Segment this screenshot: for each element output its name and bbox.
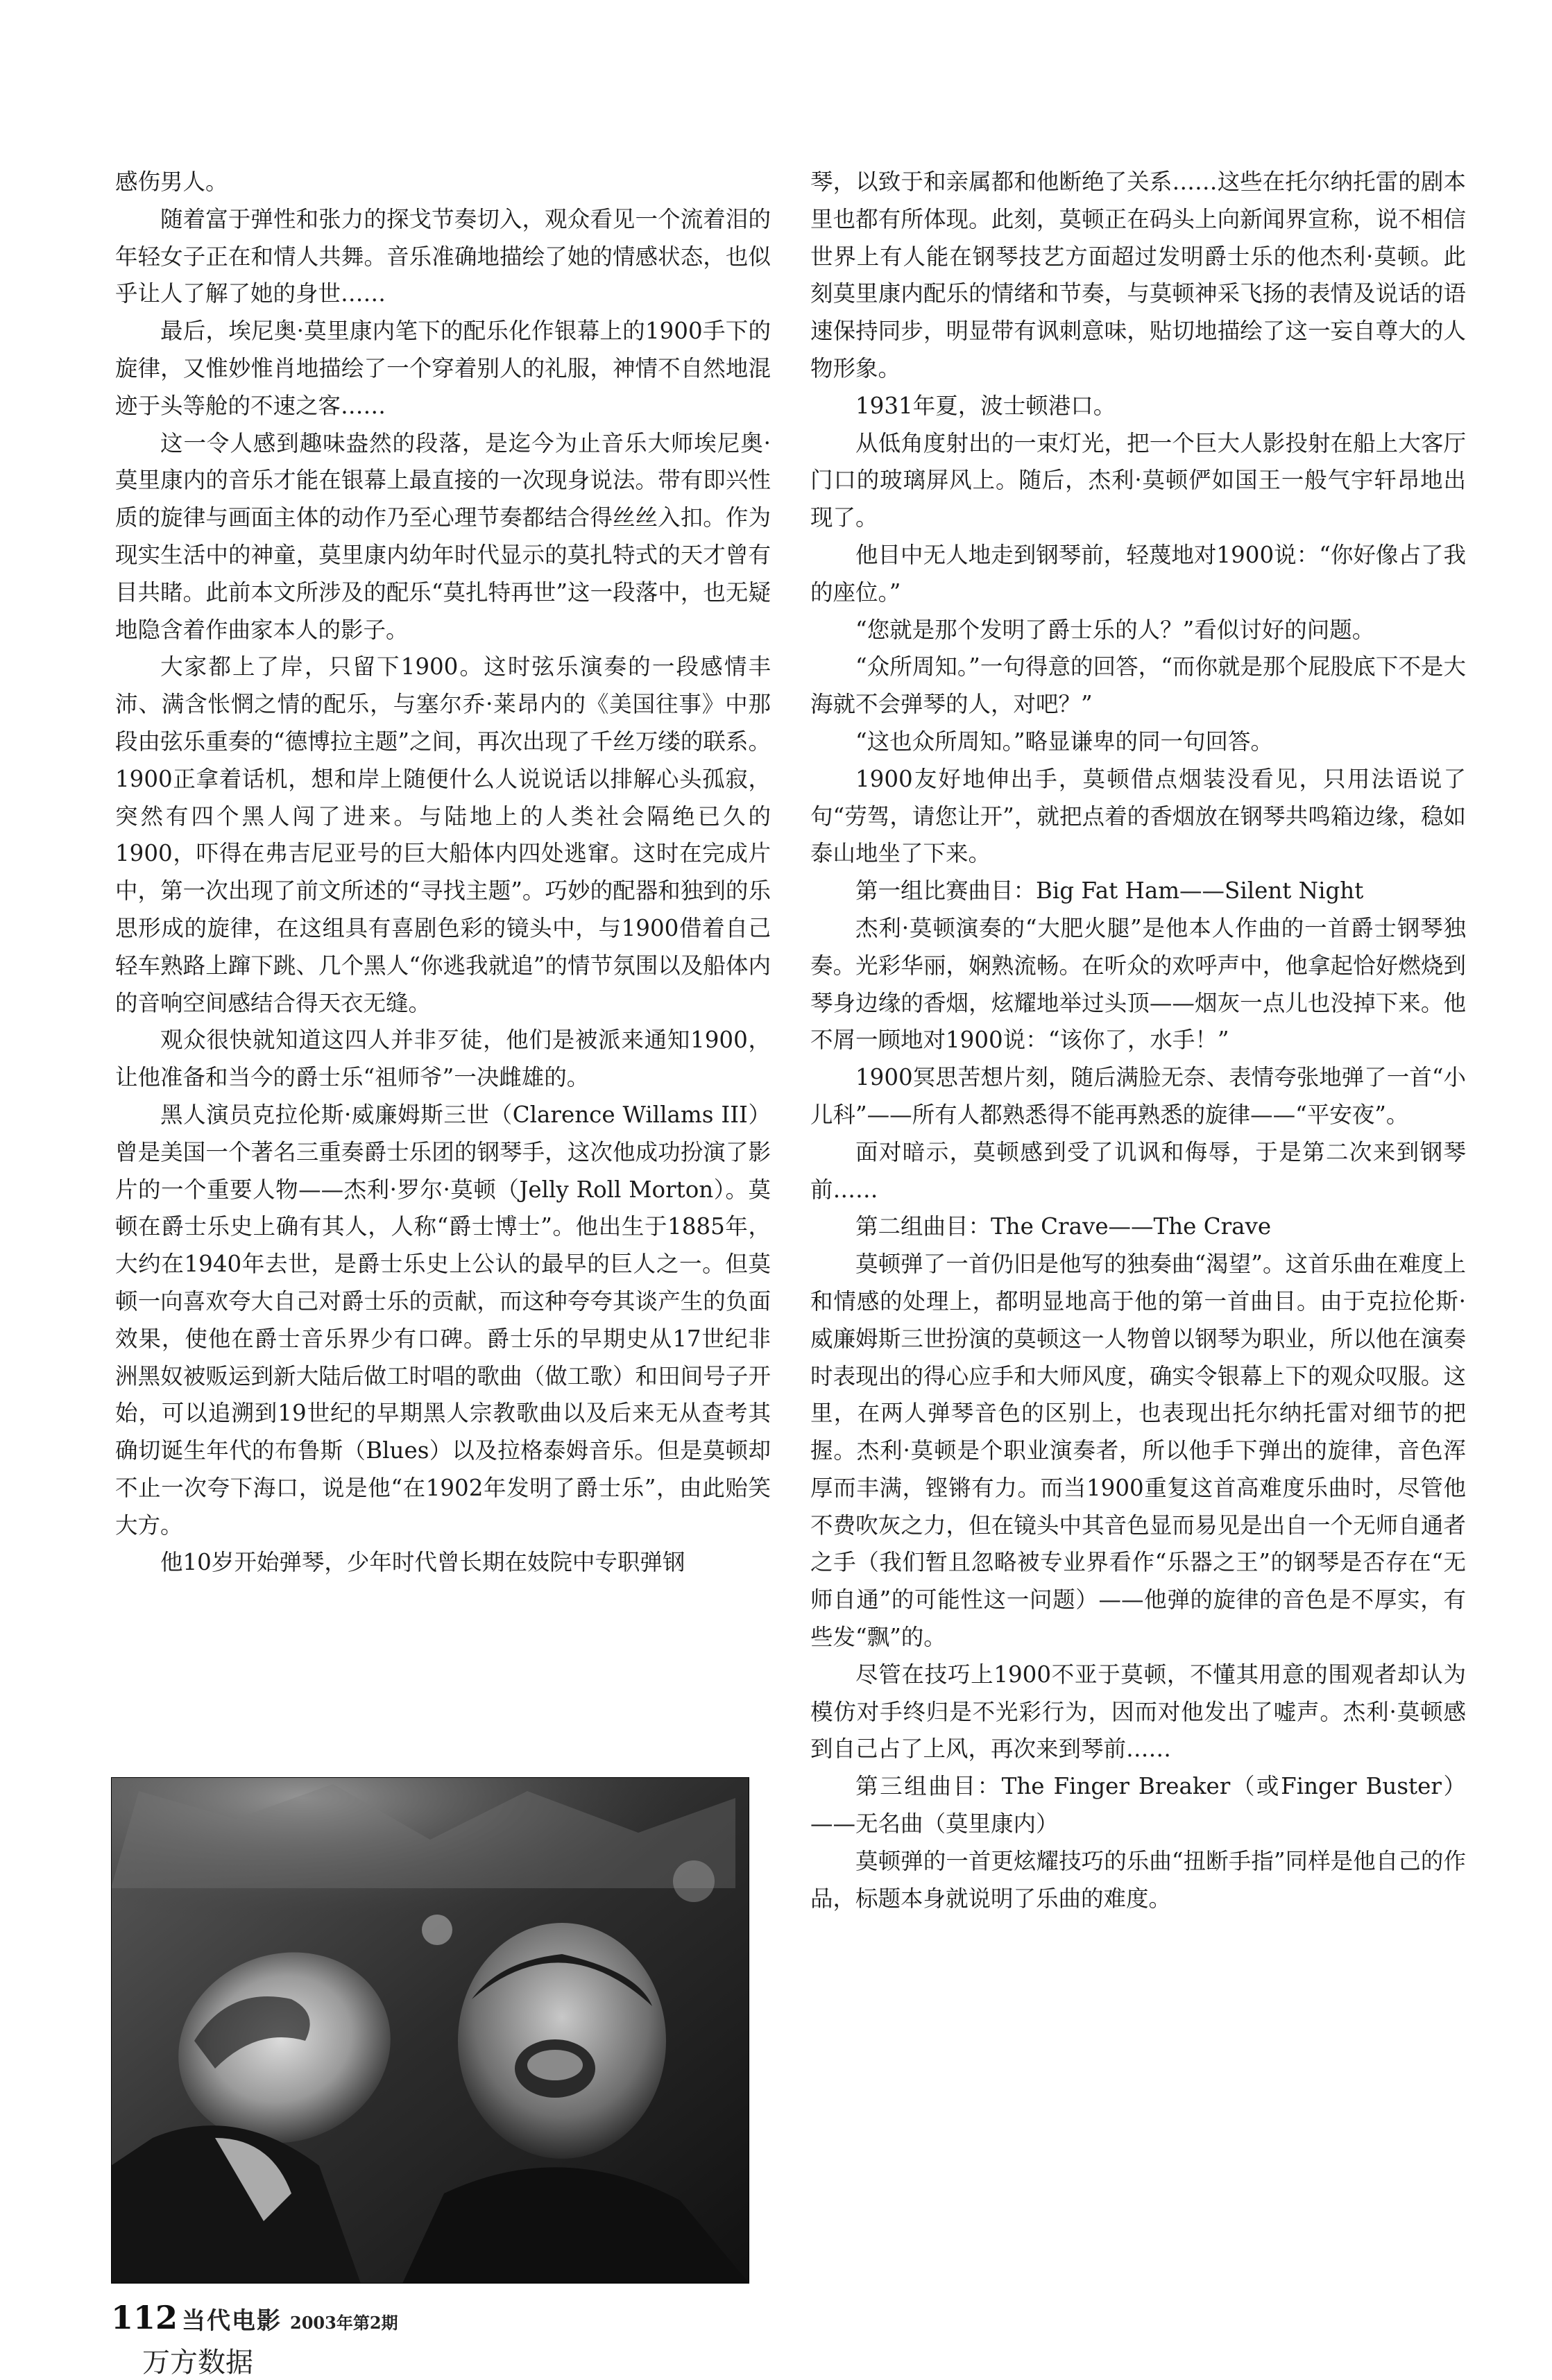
paragraph: “您就是那个发明了爵士乐的人？”看似讨好的问题。	[855, 616, 1375, 643]
paragraph: 1900友好地伸出手，莫顿借点烟装没看见，只用法语说了句“劳驾，请您让开”，就把点着的香烟放在钢琴共鸣箱边缘，稳如泰山地坐了下来。	[810, 765, 1466, 867]
paragraph: 第一组比赛曲目：Big Fat Ham——Silent Night	[855, 877, 1364, 905]
paragraph: 大家都上了岸，只留下1900。这时弦乐演奏的一段感情丰沛、满含怅惘之情的配乐，与塞尔乔·莱昂内的《美国往事》中那段由弦乐重奏的“德博拉主题”之间，再次出现了千丝万缕的联系。1900正拿着话机，想和岸上随便什么人说说话以排解心头孤寂，突然有四个黑人闯了进来。与陆地上的人类社会隔绝已久的1900，吓得在弗吉尼亚号的巨大船体内四处逃窜。这时在完成片中，第一次出现了前文所述的“寻找主题”。巧妙的配器和独到的乐思形成的旋律，在这组具有喜剧色彩的镜头中，与1900借着自己轻车熟路上蹿下跳、几个黑人“你逃我就追”的情节氛围以及船体内的音响空间感结合得天衣无缝。	[115, 653, 771, 1016]
paragraph: 第三组曲目：The Finger Breaker（或Finger Buster）——无名曲（莫里康内）	[810, 1773, 1466, 1838]
paragraph: 杰利·莫顿演奏的“大肥火腿”是他本人作曲的一首爵士钢琴独奏。光彩华丽，娴熟流畅。在听众的欢呼声中，他拿起恰好燃烧到琴身边缘的香烟，炫耀地举过头顶——烟灰一点儿也没掉下来。他不屑一顾地对1900说：“该你了，水手！”	[810, 914, 1466, 1054]
paragraph: 琴，以致于和亲属都和他断绝了关系……这些在托尔纳托雷的剧本里也都有所体现。此刻，莫顿正在码头上向新闻界宣称，说不相信世界上有人能在钢琴技艺方面超过发明爵士乐的他杰利·莫顿。此刻莫里康内配乐的情绪和节奏，与莫顿神采飞扬的表情及说话的语速保持同步，明显带有讽刺意味，贴切地描绘了这一妄自尊大的人物形象。	[810, 169, 1466, 382]
paragraph: 面对暗示，莫顿感到受了讥讽和侮辱，于是第二次来到钢琴前……	[810, 1138, 1466, 1203]
paragraph: “这也众所周知。”略显谦卑的同一句回答。	[855, 728, 1273, 755]
page-footer	[111, 2299, 398, 2336]
paragraph: 第二组曲目：The Crave——The Crave	[855, 1213, 1272, 1240]
paragraph: 观众很快就知道这四人并非歹徒，他们是被派来通知1900，让他准备和当今的爵士乐“祖师爷”一决雌雄的。	[115, 1027, 771, 1091]
paragraph: 从低角度射出的一束灯光，把一个巨大人影投射在船上大客厅门口的玻璃屏风上。随后，杰利·莫顿俨如国王一般气宇轩昂地出现了。	[810, 429, 1466, 531]
paragraph: 尽管在技巧上1900不亚于莫顿，不懂其用意的围观者却认为模仿对手终归是不光彩行为，因而对他发出了嘘声。杰利·莫顿感到自己占了上风，再次来到琴前……	[810, 1661, 1466, 1763]
paragraph: 莫顿弹了一首仍旧是他写的独奏曲“渴望”。这首乐曲在难度上和情感的处理上，都明显地高于他的第一首曲目。由于克拉伦斯·威廉姆斯三世扮演的莫顿这一人物曾以钢琴为职业，所以他在演奏时表现出的得心应手和大师风度，确实令银幕上下的观众叹服。这里，在两人弹琴音色的区别上，也表现出托尔纳托雷对细节的把握。杰利·莫顿是个职业演奏者，所以他手下弹出的旋律，音色浑厚而丰满，铿锵有力。而当1900重复这首高难度乐曲时，尽管他不费吹灰之力，但在镜头中其音色显而易见是出自一个无师自通者之手（我们暂且忽略被专业界看作“乐器之王”的钢琴是否存在“无师自通”的可能性这一问题）——他弹的旋律的音色是不厚实，有些发“飘”的。	[810, 1251, 1466, 1651]
paragraph: 他目中无人地走到钢琴前，轻蔑地对1900说：“你好像占了我的座位。”	[810, 541, 1466, 606]
paragraph: 莫顿弹的一首更炫耀技巧的乐曲“扭断手指”同样是他自己的作品，标题本身就说明了乐曲的难度。	[810, 1847, 1466, 1912]
film-still-image	[111, 1777, 749, 2284]
right-column	[810, 164, 1466, 1917]
paragraph: 最后，埃尼奥·莫里康内笔下的配乐化作银幕上的1900手下的旋律，又惟妙惟肖地描绘了一个穿着别人的礼服，神情不自然地混迹于头等舱的不速之客……	[115, 318, 771, 419]
paragraph: 随着富于弹性和张力的探戈节奏切入，观众看见一个流着泪的年轻女子正在和情人共舞。音乐准确地描绘了她的情感状态，也似乎让人了解了她的身世……	[115, 205, 771, 307]
paragraph: 1900冥思苦想片刻，随后满脸无奈、表情夸张地弹了一首“小儿科”——所有人都熟悉得不能再熟悉的旋律——“平安夜”。	[810, 1064, 1466, 1128]
page-number: 112	[111, 2299, 178, 2336]
issue-label: 2003年第2期	[290, 2313, 398, 2333]
paragraph: “众所周知。”一句得意的回答，“而你就是那个屁股底下不是大海就不会弹琴的人，对吧？”	[810, 653, 1466, 718]
paragraph: 他10岁开始弹琴，少年时代曾长期在妓院中专职弹钢	[160, 1549, 685, 1576]
paragraph: 这一令人感到趣味盎然的段落，是迄今为止音乐大师埃尼奥·莫里康内的音乐才能在银幕上最直接的一次现身说法。带有即兴性质的旋律与画面主体的动作乃至心理节奏都结合得丝丝入扣。作为现实生活中的神童，莫里康内幼年时代显示的莫扎特式的天才曾有目共睹。此前本文所涉及的配乐“莫扎特再世”这一段落中，也无疑地隐含着作曲家本人的影子。	[115, 429, 771, 643]
left-column	[115, 164, 771, 1582]
paragraph: 1931年夏，波士顿港口。	[855, 392, 1116, 419]
paragraph: 黑人演员克拉伦斯·威廉姆斯三世（Clarence Willams III）曾是美国一个著名三重奏爵士乐团的钢琴手，这次他成功扮演了影片的一个重要人物——杰利·罗尔·莫顿（Jelly Roll Morton）。莫顿在爵士乐史上确有其人，人称“爵士博士”。他出生于1885年，大约在1940年去世，是爵士乐史上公认的最早的巨人之一。但莫顿一向喜欢夸大自己对爵士乐的贡献，而这种夸夸其谈产生的负面效果，使他在爵士音乐界少有口碑。爵士乐的早期史从17世纪非洲黑奴被贩运到新大陆后做工时唱的歌曲（做工歌）和田间号子开始，可以追溯到19世纪的早期黑人宗教歌曲以及后来无从查考其确切诞生年代的布鲁斯（Blues）以及拉格泰姆音乐。但是莫顿却不止一次夸下海口，说是他“在1902年发明了爵士乐”，由此贻笑大方。	[115, 1101, 771, 1539]
magazine-title: 当代电影	[182, 2307, 282, 2335]
paragraph: 感伤男人。	[115, 169, 228, 195]
watermark-text: 万方数据	[142, 2347, 253, 2379]
